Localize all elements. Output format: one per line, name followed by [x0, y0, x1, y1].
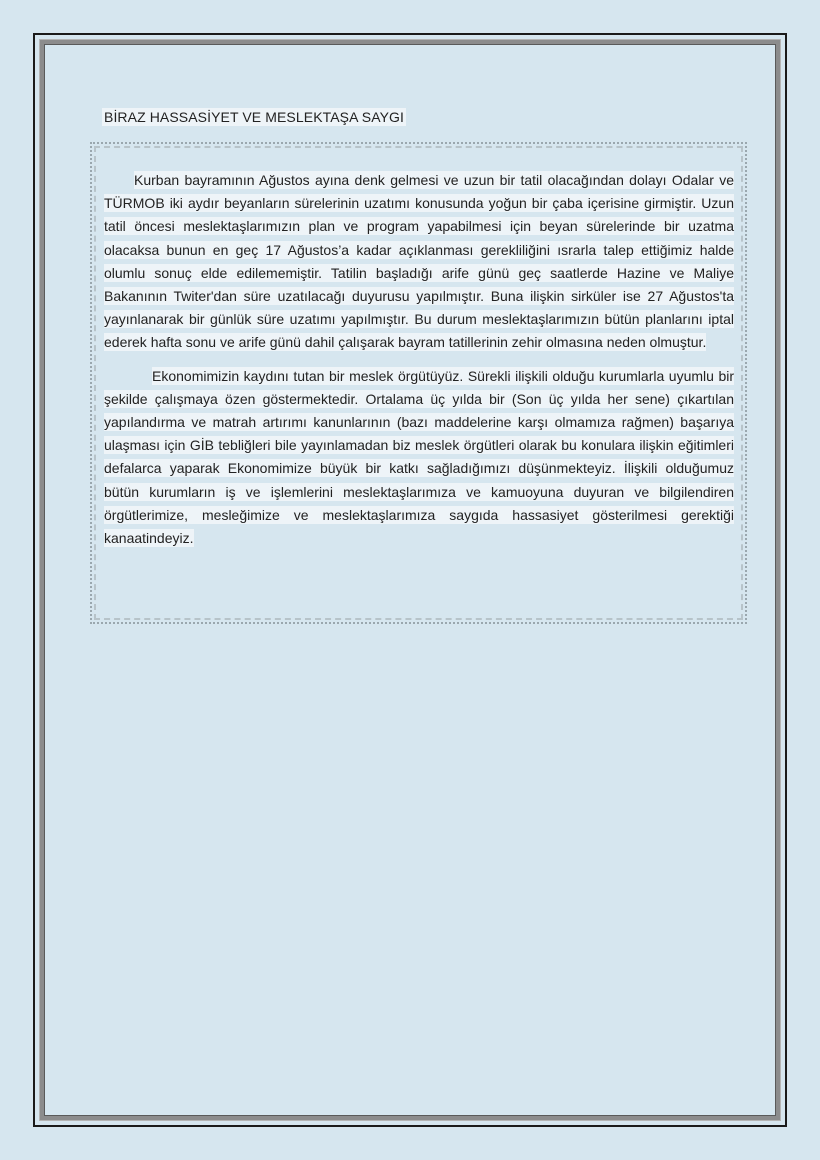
paragraph-1-text: Kurban bayramının Ağustos ayına denk gelmesi ve uzun bir tatil olacağından dolayı Odalar ve TÜRMOB iki aydır beyanların sürelerinin uzatımı konusunda yoğun bir çaba içerisine girmiştir. Uzun tatil öncesi meslektaşlarımızın plan ve program yapabilmesi için beyan sürelerinde bir uzatma olacaksa bunun en geç 17 Ağustos’a kadar açıklanması gerekliliğini ısrarla talep ettiğimiz halde olumlu sonuç elde edilememiştir. Tatilin başladığı arife günü geç saatlerde Hazine ve Maliye Bakanının Twiter'dan süre uzatılacağı duyurusu yapılmıştır. Buna ilişkin sirküler ise 27 Ağustos'ta yayınlanarak bir günlük süre uzatımı yapılmıştır. Bu durum meslektaşlarımızın bütün planlarını iptal ederek hafta sonu ve arife günü dahil çalışarak bayram tatillerinin zehir olmasına neden olmuştur.	[104, 172, 734, 351]
document-heading: BİRAZ HASSASİYET VE MESLEKTAŞA SAYGI	[104, 109, 405, 125]
body-text	[104, 169, 734, 560]
page-frame	[33, 33, 787, 1127]
paragraph-2-text: Ekonomimizin kaydını tutan bir meslek örgütüyüz. Sürekli ilişkili olduğu kurumlarla uyumlu bir şekilde çalışmaya özen göstermektedir. Ortalama üç yılda bir (Son üç yılda her sene) çıkartılan yapılandırma ve matrah artırımı kanunlarının (bazı maddelerine karşı olmamıza rağmen) başarıya ulaşması için GİB tebliğleri bile yayınlamadan biz meslek örgütleri olarak bu konulara ilişkin eğitimleri defalarca yaparak Ekonomimize büyük bir katkı sağladığımızı düşünmekteyiz. İlişkili olduğumuz bütün kurumların iş ve işlemlerini meslektaşlarımıza ve kamuoyuna duyuran ve bilgilendiren örgütlerimize, mesleğimize ve meslektaşlarımıza saygıda hassasiyet gösterilmesi gerektiği kanaatindeyiz.	[104, 367, 734, 547]
paragraph-2	[104, 365, 734, 551]
page-border	[40, 40, 780, 1120]
paragraph-1	[104, 169, 734, 355]
